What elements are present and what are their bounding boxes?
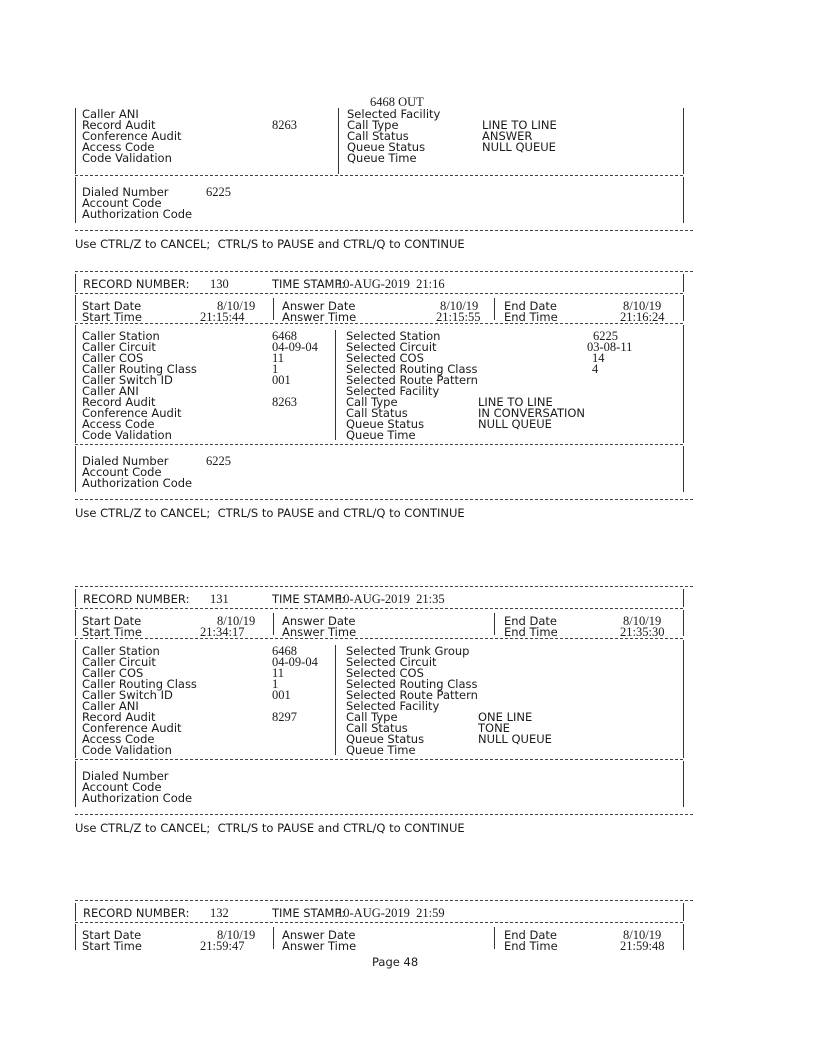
caller-field-value: 1 — [272, 677, 279, 691]
column-border — [75, 325, 76, 443]
column-border — [75, 108, 76, 174]
selected-field-value: IN CONVERSATION — [478, 406, 586, 420]
selected-field-value: 6225 — [593, 329, 618, 343]
selected-field-label: Selected Circuit — [346, 655, 437, 669]
start-date-label: Start Date — [82, 614, 142, 628]
end-date-label: End Date — [504, 299, 557, 313]
field-value: LINE TO LINE — [482, 118, 557, 132]
answer-date: 8/10/19 — [440, 299, 479, 313]
field-label: Queue Time — [347, 151, 417, 165]
column-border — [494, 298, 495, 320]
caller-field-value: 8297 — [272, 710, 297, 724]
column-border — [683, 177, 684, 223]
caller-field-value: 04-09-04 — [272, 655, 318, 669]
selected-field-label: Selected Circuit — [346, 340, 437, 354]
selected-field-label: Selected COS — [346, 351, 424, 365]
dashed-rule — [75, 922, 683, 923]
end-date: 8/10/19 — [623, 928, 662, 942]
field-value: 8263 — [272, 118, 297, 132]
start-date: 8/10/19 — [217, 614, 256, 628]
caller-field-label: Caller Circuit — [82, 340, 156, 354]
column-border — [273, 613, 274, 635]
column-border — [75, 274, 76, 292]
caller-field-value: 11 — [272, 351, 285, 365]
start-time-label: Start Time — [82, 939, 142, 953]
caller-field-label: Access Code — [82, 417, 155, 431]
answer-time-label: Answer Time — [282, 310, 357, 324]
caller-field-label: Caller Circuit — [82, 655, 156, 669]
selected-field-value: TONE — [478, 721, 510, 735]
caller-field-value: 001 — [272, 373, 291, 387]
caller-field-label: Access Code — [82, 732, 155, 746]
selected-field-value: 03-08-11 — [587, 340, 633, 354]
time-stamp-label: TIME STAMP: — [272, 906, 346, 920]
field-label: Account Code — [82, 196, 162, 210]
column-border — [683, 274, 684, 292]
selected-field-label: Call Type — [346, 395, 398, 409]
dashed-rule — [75, 271, 693, 272]
column-border — [683, 446, 684, 492]
cancel-instruction: Use CTRL/Z to CANCEL; CTRL/S to PAUSE and CTRL/Q to CONTINUE — [75, 237, 465, 251]
selected-field-label: Call Status — [346, 721, 408, 735]
start-time: 21:15:44 — [200, 310, 245, 324]
selected-field-value: NULL QUEUE — [478, 732, 552, 746]
selected-field-value: NULL QUEUE — [478, 417, 552, 431]
column-border — [683, 903, 684, 921]
end-time: 21:35:30 — [620, 625, 665, 639]
caller-field-value: 04-09-04 — [272, 340, 318, 354]
selected-field-label: Selected Route Pattern — [346, 373, 478, 387]
time-stamp-label: TIME STAMP: — [272, 277, 346, 291]
column-border — [75, 446, 76, 492]
caller-field-value: 6468 — [272, 644, 297, 658]
field-value: 6225 — [206, 185, 231, 199]
field-value: ANSWER — [482, 129, 533, 143]
start-time: 21:59:47 — [200, 939, 245, 953]
start-time-label: Start Time — [82, 310, 142, 324]
answer-date-label: Answer Date — [282, 928, 356, 942]
selected-field-value: 14 — [592, 351, 605, 365]
column-border — [683, 924, 684, 950]
start-time-label: Start Time — [82, 625, 142, 639]
start-date: 8/10/19 — [217, 299, 256, 313]
field-label: Dialed Number — [82, 185, 169, 199]
time-stamp: 10-AUG-2019 21:16 — [337, 277, 445, 291]
column-border — [75, 761, 76, 807]
caller-field-label: Caller Switch ID — [82, 688, 173, 702]
end-date-label: End Date — [504, 928, 557, 942]
caller-field-label: Caller COS — [82, 351, 144, 365]
column-border — [683, 610, 684, 636]
column-border — [683, 640, 684, 758]
selected-field-value: ONE LINE — [478, 710, 533, 724]
column-border — [75, 610, 76, 636]
selected-field-value: 4 — [592, 362, 599, 376]
dashed-rule — [75, 293, 683, 294]
column-border — [494, 927, 495, 949]
selected-field-label: Call Type — [346, 710, 398, 724]
selected-field-label: Selected Route Pattern — [346, 688, 478, 702]
end-date: 8/10/19 — [623, 614, 662, 628]
caller-field-label: Conference Audit — [82, 721, 182, 735]
dialed-field-label: Authorization Code — [82, 791, 193, 805]
caller-field-value: 8263 — [272, 395, 297, 409]
dialed-field-label: Account Code — [82, 465, 162, 479]
column-border — [683, 761, 684, 807]
start-date-label: Start Date — [82, 299, 142, 313]
dashed-rule — [75, 814, 693, 815]
end-date-label: End Date — [504, 614, 557, 628]
caller-field-label: Caller ANI — [82, 384, 139, 398]
column-border — [273, 298, 274, 320]
record-number-label: RECORD NUMBER: — [83, 906, 190, 920]
field-label: Call Type — [347, 118, 399, 132]
field-label: Call Status — [347, 129, 409, 143]
answer-date-label: Answer Date — [282, 299, 356, 313]
selected-field-label: Queue Time — [346, 743, 416, 757]
facility-continuation-text: 6468 OUT — [370, 95, 424, 109]
dialed-field-label: Dialed Number — [82, 769, 169, 783]
field-label: Access Code — [82, 140, 155, 154]
start-date-label: Start Date — [82, 928, 142, 942]
dashed-rule — [75, 608, 683, 609]
caller-field-label: Caller Routing Class — [82, 677, 197, 691]
field-label: Conference Audit — [82, 129, 182, 143]
end-time-label: End Time — [504, 310, 558, 324]
dashed-rule — [75, 638, 683, 639]
dashed-rule — [75, 323, 683, 324]
dashed-rule — [75, 175, 683, 176]
field-label: Authorization Code — [82, 207, 193, 221]
column-border — [75, 903, 76, 921]
selected-field-label: Queue Time — [346, 428, 416, 442]
selected-field-label: Selected Station — [346, 329, 441, 343]
end-time-label: End Time — [504, 625, 558, 639]
column-border — [683, 325, 684, 443]
dialed-field-label: Dialed Number — [82, 454, 169, 468]
record-number: 131 — [210, 592, 229, 606]
caller-field-value: 001 — [272, 688, 291, 702]
column-border — [273, 927, 274, 949]
caller-field-label: Record Audit — [82, 710, 156, 724]
caller-field-label: Code Validation — [82, 743, 172, 757]
column-border — [75, 295, 76, 321]
column-border — [75, 640, 76, 758]
column-border — [338, 108, 339, 174]
caller-field-label: Caller Station — [82, 644, 160, 658]
record-number: 130 — [210, 277, 229, 291]
dashed-rule — [75, 444, 683, 445]
cancel-instruction: Use CTRL/Z to CANCEL; CTRL/S to PAUSE and CTRL/Q to CONTINUE — [75, 506, 465, 520]
dashed-rule — [75, 499, 693, 500]
selected-field-label: Selected Facility — [346, 384, 440, 398]
answer-time-label: Answer Time — [282, 625, 357, 639]
time-stamp-label: TIME STAMP: — [272, 592, 346, 606]
dashed-rule — [75, 900, 693, 901]
caller-field-label: Caller Station — [82, 329, 160, 343]
column-border — [75, 924, 76, 950]
time-stamp: 10-AUG-2019 21:59 — [337, 906, 445, 920]
field-label: Code Validation — [82, 151, 172, 165]
field-label: Record Audit — [82, 118, 156, 132]
caller-field-label: Caller Routing Class — [82, 362, 197, 376]
record-number-label: RECORD NUMBER: — [83, 277, 190, 291]
column-border — [75, 589, 76, 607]
column-border — [335, 645, 336, 755]
selected-field-label: Selected Trunk Group — [346, 644, 470, 658]
column-border — [335, 330, 336, 440]
column-border — [683, 108, 684, 174]
page-number: Page 48 — [372, 955, 419, 969]
caller-field-label: Code Validation — [82, 428, 172, 442]
caller-field-label: Conference Audit — [82, 406, 182, 420]
selected-field-label: Selected Facility — [346, 699, 440, 713]
field-label: Selected Facility — [347, 107, 441, 121]
caller-field-value: 6468 — [272, 329, 297, 343]
caller-field-label: Caller COS — [82, 666, 144, 680]
column-border — [75, 177, 76, 223]
record-number-label: RECORD NUMBER: — [83, 592, 190, 606]
caller-field-value: 11 — [272, 666, 285, 680]
dashed-rule — [75, 759, 683, 760]
caller-field-value: 1 — [272, 362, 279, 376]
caller-field-label: Caller ANI — [82, 699, 139, 713]
answer-date-label: Answer Date — [282, 614, 356, 628]
selected-field-label: Selected Routing Class — [346, 677, 478, 691]
selected-field-label: Call Status — [346, 406, 408, 420]
dialed-field-label: Authorization Code — [82, 476, 193, 490]
end-time: 21:59:48 — [620, 939, 665, 953]
field-value: NULL QUEUE — [482, 140, 556, 154]
selected-field-label: Selected COS — [346, 666, 424, 680]
start-time: 21:34:17 — [200, 625, 245, 639]
dashed-rule — [75, 230, 693, 231]
time-stamp: 10-AUG-2019 21:35 — [337, 592, 445, 606]
selected-field-value: LINE TO LINE — [478, 395, 553, 409]
dialed-field-label: Account Code — [82, 780, 162, 794]
column-border — [683, 589, 684, 607]
end-time: 21:16:24 — [620, 310, 665, 324]
end-time-label: End Time — [504, 939, 558, 953]
answer-time-label: Answer Time — [282, 939, 357, 953]
record-number: 132 — [210, 906, 229, 920]
field-label: Caller ANI — [82, 107, 139, 121]
selected-field-label: Queue Status — [346, 417, 425, 431]
dialed-field-value: 6225 — [206, 454, 231, 468]
selected-field-label: Selected Routing Class — [346, 362, 478, 376]
cancel-instruction: Use CTRL/Z to CANCEL; CTRL/S to PAUSE and CTRL/Q to CONTINUE — [75, 821, 465, 835]
answer-time: 21:15:55 — [436, 310, 481, 324]
end-date: 8/10/19 — [623, 299, 662, 313]
start-date: 8/10/19 — [217, 928, 256, 942]
field-label: Queue Status — [347, 140, 426, 154]
column-border — [494, 613, 495, 635]
caller-field-label: Record Audit — [82, 395, 156, 409]
dashed-rule — [75, 586, 693, 587]
column-border — [683, 295, 684, 321]
selected-field-label: Queue Status — [346, 732, 425, 746]
caller-field-label: Caller Switch ID — [82, 373, 173, 387]
